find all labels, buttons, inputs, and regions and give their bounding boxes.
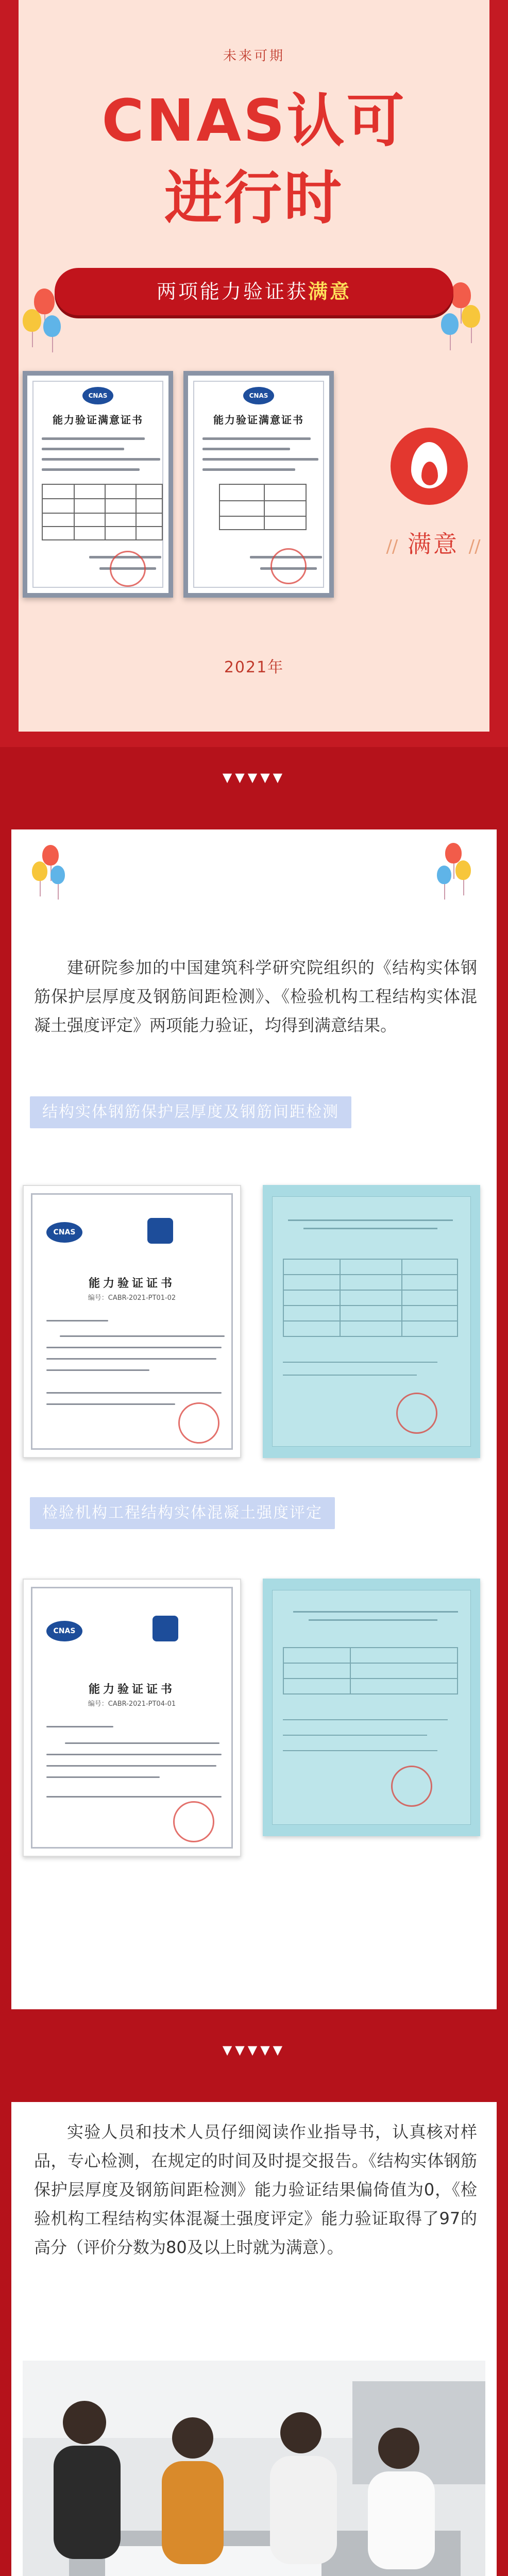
stamp-icon bbox=[396, 1393, 437, 1434]
hero-title bbox=[19, 82, 489, 237]
report-image-concrete bbox=[263, 1579, 480, 1836]
stamp-icon bbox=[178, 1402, 219, 1444]
hero-frame bbox=[0, 0, 508, 747]
content-card-1 bbox=[11, 829, 497, 2009]
result-banner bbox=[55, 268, 453, 315]
certificate-image-2 bbox=[183, 371, 334, 598]
stamp-icon bbox=[110, 551, 146, 587]
cert-title: 能力验证证书 bbox=[88, 1683, 175, 1696]
flame-icon bbox=[411, 442, 447, 488]
balloon-icon bbox=[455, 860, 471, 880]
balloon-icon bbox=[445, 843, 462, 863]
stamp-icon bbox=[173, 1801, 214, 1842]
report-image-rebar bbox=[263, 1185, 480, 1458]
cabr-logo bbox=[147, 1218, 173, 1244]
cnas-logo: CNAS bbox=[46, 1222, 82, 1243]
divider-arrows: ▼▼▼▼▼ bbox=[222, 770, 286, 785]
cabr-logo bbox=[153, 1616, 178, 1641]
banner-text: 两项能力验证获 bbox=[156, 280, 308, 303]
balloon-icon bbox=[462, 305, 480, 328]
year-label: 2021年 bbox=[224, 658, 284, 676]
cert-title: 能力验证证书 bbox=[88, 1277, 175, 1290]
hero-panel bbox=[19, 0, 489, 732]
satisfied-text: 满意 bbox=[408, 530, 459, 558]
banner-highlight: 满意 bbox=[308, 280, 352, 303]
balloon-icon bbox=[23, 309, 41, 332]
cert-table bbox=[219, 484, 307, 530]
balloon-icon bbox=[43, 315, 61, 337]
section-tag-concrete: 检验机构工程结构实体混凝土强度评定 bbox=[30, 1497, 335, 1529]
certificate-image-concrete bbox=[23, 1579, 241, 1857]
flame-badge bbox=[391, 428, 468, 505]
hero-subtitle: 未来可期 bbox=[223, 48, 285, 64]
cert-number: 编号：CABR-2021-PT01-02 bbox=[88, 1294, 176, 1302]
cert-heading: 能力验证满意证书 bbox=[53, 414, 143, 426]
cert-table bbox=[42, 484, 163, 540]
certificate-image-1 bbox=[23, 371, 173, 598]
balloon-icon bbox=[441, 313, 459, 335]
satisfied-label: // 满意 // bbox=[386, 530, 481, 558]
balloon-icon bbox=[450, 282, 471, 308]
team-photo-illustration bbox=[23, 2361, 485, 2576]
stamp-icon bbox=[391, 1766, 432, 1807]
cnas-logo: CNAS bbox=[46, 1621, 82, 1641]
cert-logo: CNAS bbox=[82, 387, 113, 404]
conclusion-paragraph: 实验人员和技术人员仔细阅读作业指导书，认真核对样品，专心检测，在规定的时间及时提交报告。《结构实体钢筋保护层厚度及钢筋间距检测》能力验证结果偏倚值为0，《检验机构工程结构实体混凝土强度评定》能力验证取得了97的高分（评价分数为80及以上时就为满意）。 bbox=[34, 2122, 477, 2257]
balloon-icon bbox=[32, 861, 47, 881]
cert-logo: CNAS bbox=[243, 387, 274, 404]
hero-title-line1: CNAS认可 bbox=[101, 88, 407, 155]
balloon-icon bbox=[34, 289, 55, 314]
cert-number: 编号：CABR-2021-PT04-01 bbox=[88, 1700, 176, 1708]
balloon-icon bbox=[50, 866, 65, 884]
divider-arrows: ▼▼▼▼▼ bbox=[222, 2043, 286, 2057]
balloon-icon bbox=[437, 866, 451, 884]
balloon-icon bbox=[42, 845, 59, 866]
cert-heading: 能力验证满意证书 bbox=[213, 414, 304, 426]
certificate-image-rebar bbox=[23, 1185, 241, 1458]
team-photo bbox=[23, 2361, 485, 2576]
intro-paragraph: 建研院参加的中国建筑科学研究院组织的《结构实体钢筋保护层厚度及钢筋间距检测》、《检验机构工程结构实体混凝土强度评定》两项能力验证，均得到满意结果。 bbox=[34, 958, 477, 1035]
section-tag-rebar: 结构实体钢筋保护层厚度及钢筋间距检测 bbox=[30, 1096, 351, 1128]
stamp-icon bbox=[270, 548, 307, 584]
hero-title-line2: 进行时 bbox=[164, 165, 344, 232]
